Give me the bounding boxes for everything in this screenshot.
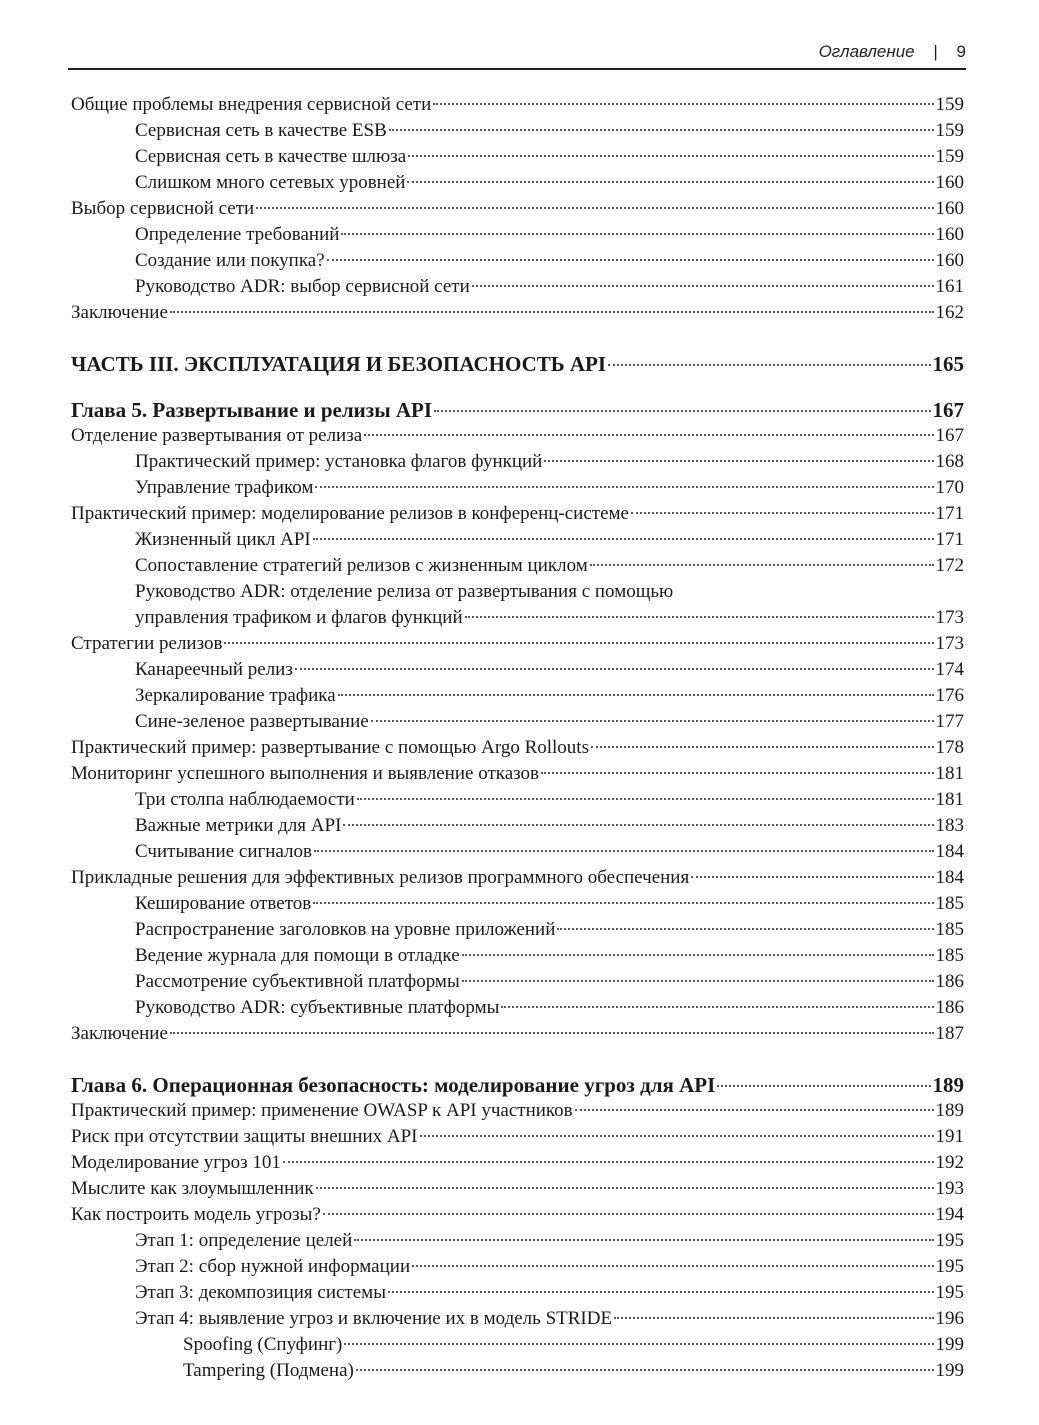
toc-entry[interactable]: Практический пример: установка флагов функций 168 <box>135 451 964 472</box>
toc-entry[interactable]: Определение требований 160 <box>135 224 964 245</box>
toc-entry[interactable]: Как построить модель угрозы? 194 <box>71 1204 964 1225</box>
toc-entry[interactable]: Три столпа наблюдаемости 181 <box>135 789 964 810</box>
toc-entry[interactable]: Ведение журнала для помощи в отладке 185 <box>135 945 964 966</box>
toc-entry[interactable]: Выбор сервисной сети 160 <box>71 198 964 219</box>
table-of-contents <box>71 92 964 1384</box>
toc-entry[interactable]: Создание или покупка? 160 <box>135 250 964 271</box>
toc-entry[interactable]: Сервисная сеть в качестве ESB 159 <box>135 120 964 141</box>
toc-entry[interactable]: Риск при отсутствии защиты внешних API 191 <box>71 1126 964 1147</box>
toc-part-heading[interactable]: ЧАСТЬ III. ЭКСПЛУАТАЦИЯ И БЕЗОПАСНОСТЬ API 165 <box>71 352 964 376</box>
toc-entry[interactable]: Стратегии релизов 173 <box>71 633 964 654</box>
toc-entry[interactable]: Общие проблемы внедрения сервисной сети 159 <box>71 94 964 115</box>
toc-entry[interactable]: Заключение 162 <box>71 302 964 323</box>
toc-entry[interactable]: Мониторинг успешного выполнения и выявление отказов 181 <box>71 763 964 784</box>
toc-entry[interactable]: Этап 3: декомпозиция системы 195 <box>135 1282 964 1303</box>
toc-entry[interactable]: Практический пример: развертывание с помощью Argo Rollouts 178 <box>71 737 964 758</box>
toc-entry[interactable]: Заключение 187 <box>71 1023 964 1044</box>
toc-entry[interactable]: Рассмотрение субъективной платформы 186 <box>135 971 964 992</box>
toc-entry[interactable]: Слишком много сетевых уровней 160 <box>135 172 964 193</box>
toc-entry[interactable]: Практический пример: применение OWASP к API участников 189 <box>71 1100 964 1121</box>
running-header <box>68 42 966 70</box>
toc-entry[interactable]: Канареечный релиз 174 <box>135 659 964 680</box>
toc-entry[interactable]: Зеркалирование трафика 176 <box>135 685 964 706</box>
toc-entry[interactable]: Этап 4: выявление угроз и включение их в модель STRIDE 196 <box>135 1308 964 1329</box>
toc-entry[interactable]: Практический пример: моделирование релизов в конференц-системе 171 <box>71 503 964 524</box>
toc-entry[interactable]: Распространение заголовков на уровне приложений 185 <box>135 919 964 940</box>
toc-entry[interactable]: Руководство ADR: выбор сервисной сети 161 <box>135 276 964 297</box>
toc-entry[interactable]: Управление трафиком 170 <box>135 477 964 498</box>
header-section-title: Оглавление <box>818 42 915 61</box>
toc-entry[interactable]: Важные метрики для API 183 <box>135 815 964 836</box>
toc-entry[interactable]: Кеширование ответов 185 <box>135 893 964 914</box>
toc-chapter-heading[interactable]: Глава 5. Развертывание и релизы API 167 <box>71 398 964 422</box>
toc-entry[interactable]: Tampering (Подмена) 199 <box>183 1360 964 1381</box>
toc-entry[interactable]: Этап 1: определение целей 195 <box>135 1230 964 1251</box>
toc-entry[interactable]: Руководство ADR: субъективные платформы 186 <box>135 997 964 1018</box>
toc-entry[interactable]: Считывание сигналов 184 <box>135 841 964 862</box>
toc-chapter-heading[interactable]: Глава 6. Операционная безопасность: моделирование угроз для API 189 <box>71 1073 964 1097</box>
toc-entry[interactable]: Отделение развертывания от релиза 167 <box>71 425 964 446</box>
toc-entry-line1[interactable]: Руководство ADR: отделение релиза от развертывания с помощью <box>135 581 674 602</box>
toc-entry[interactable]: Spoofing (Спуфинг) 199 <box>183 1334 964 1355</box>
toc-entry[interactable]: Этап 2: сбор нужной информации 195 <box>135 1256 964 1277</box>
header-separator: | <box>933 42 938 61</box>
toc-entry[interactable]: управления трафиком и флагов функций 173 <box>135 607 964 628</box>
toc-entry[interactable]: Мыслите как злоумышленник 193 <box>71 1178 964 1199</box>
toc-entry[interactable]: Моделирование угроз 101 192 <box>71 1152 964 1173</box>
header-page-number: 9 <box>956 42 966 61</box>
toc-entry[interactable]: Сине-зеленое развертывание 177 <box>135 711 964 732</box>
toc-entry[interactable]: Сопоставление стратегий релизов с жизненным циклом 172 <box>135 555 964 576</box>
toc-entry[interactable]: Прикладные решения для эффективных релизов программного обеспечения 184 <box>71 867 964 888</box>
toc-entry[interactable]: Жизненный цикл API 171 <box>135 529 964 550</box>
toc-entry[interactable]: Сервисная сеть в качестве шлюза 159 <box>135 146 964 167</box>
